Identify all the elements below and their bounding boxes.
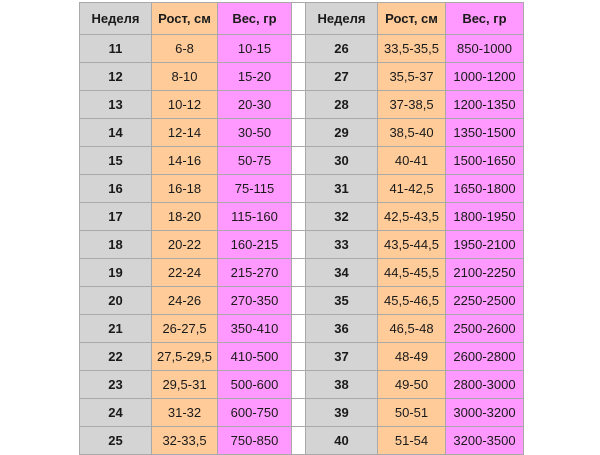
- weight-cell: 15-20: [218, 63, 292, 91]
- column-gap: [292, 63, 306, 91]
- height-cell: 50-51: [378, 399, 446, 427]
- header-weight-left: Вес, гр: [218, 3, 292, 35]
- height-cell: 40-41: [378, 147, 446, 175]
- height-cell: 43,5-44,5: [378, 231, 446, 259]
- table-row: [80, 371, 524, 399]
- weight-cell: 75-115: [218, 175, 292, 203]
- header-row: [80, 3, 524, 35]
- weight-cell: 1500-1650: [446, 147, 524, 175]
- week-cell: 25: [80, 427, 152, 455]
- week-cell: 11: [80, 35, 152, 63]
- height-cell: 10-12: [152, 91, 218, 119]
- height-cell: 14-16: [152, 147, 218, 175]
- column-gap: [292, 3, 306, 35]
- fetal-growth-table: [79, 2, 524, 455]
- table-row: [80, 119, 524, 147]
- fetal-growth-table-sheet: [79, 2, 523, 448]
- week-cell: 17: [80, 203, 152, 231]
- weight-cell: 3000-3200: [446, 399, 524, 427]
- week-cell: 19: [80, 259, 152, 287]
- week-cell: 34: [306, 259, 378, 287]
- column-gap: [292, 259, 306, 287]
- height-cell: 33,5-35,5: [378, 35, 446, 63]
- column-gap: [292, 343, 306, 371]
- height-cell: 18-20: [152, 203, 218, 231]
- week-cell: 16: [80, 175, 152, 203]
- column-gap: [292, 35, 306, 63]
- height-cell: 38,5-40: [378, 119, 446, 147]
- weight-cell: 2500-2600: [446, 315, 524, 343]
- week-cell: 14: [80, 119, 152, 147]
- height-cell: 16-18: [152, 175, 218, 203]
- height-cell: 49-50: [378, 371, 446, 399]
- height-cell: 31-32: [152, 399, 218, 427]
- week-cell: 29: [306, 119, 378, 147]
- height-cell: 29,5-31: [152, 371, 218, 399]
- week-cell: 18: [80, 231, 152, 259]
- weight-cell: 2250-2500: [446, 287, 524, 315]
- week-cell: 23: [80, 371, 152, 399]
- weight-cell: 115-160: [218, 203, 292, 231]
- column-gap: [292, 315, 306, 343]
- height-cell: 41-42,5: [378, 175, 446, 203]
- weight-cell: 1950-2100: [446, 231, 524, 259]
- week-cell: 36: [306, 315, 378, 343]
- table-row: [80, 343, 524, 371]
- height-cell: 44,5-45,5: [378, 259, 446, 287]
- week-cell: 39: [306, 399, 378, 427]
- weight-cell: 3200-3500: [446, 427, 524, 455]
- table-row: [80, 91, 524, 119]
- height-cell: 35,5-37: [378, 63, 446, 91]
- week-cell: 13: [80, 91, 152, 119]
- weight-cell: 2800-3000: [446, 371, 524, 399]
- weight-cell: 50-75: [218, 147, 292, 175]
- week-cell: 15: [80, 147, 152, 175]
- table-row: [80, 287, 524, 315]
- weight-cell: 1800-1950: [446, 203, 524, 231]
- height-cell: 27,5-29,5: [152, 343, 218, 371]
- height-cell: 51-54: [378, 427, 446, 455]
- week-cell: 38: [306, 371, 378, 399]
- table-row: [80, 203, 524, 231]
- table-row: [80, 175, 524, 203]
- height-cell: 37-38,5: [378, 91, 446, 119]
- height-cell: 8-10: [152, 63, 218, 91]
- weight-cell: 160-215: [218, 231, 292, 259]
- height-cell: 12-14: [152, 119, 218, 147]
- weight-cell: 215-270: [218, 259, 292, 287]
- week-cell: 35: [306, 287, 378, 315]
- week-cell: 21: [80, 315, 152, 343]
- height-cell: 6-8: [152, 35, 218, 63]
- week-cell: 12: [80, 63, 152, 91]
- column-gap: [292, 399, 306, 427]
- week-cell: 32: [306, 203, 378, 231]
- header-height-left: Рост, см: [152, 3, 218, 35]
- height-cell: 45,5-46,5: [378, 287, 446, 315]
- column-gap: [292, 175, 306, 203]
- column-gap: [292, 119, 306, 147]
- header-week-right: Неделя: [306, 3, 378, 35]
- week-cell: 30: [306, 147, 378, 175]
- weight-cell: 270-350: [218, 287, 292, 315]
- weight-cell: 1350-1500: [446, 119, 524, 147]
- weight-cell: 20-30: [218, 91, 292, 119]
- week-cell: 22: [80, 343, 152, 371]
- header-height-right: Рост, см: [378, 3, 446, 35]
- weight-cell: 1200-1350: [446, 91, 524, 119]
- column-gap: [292, 427, 306, 455]
- week-cell: 28: [306, 91, 378, 119]
- weight-cell: 410-500: [218, 343, 292, 371]
- column-gap: [292, 91, 306, 119]
- weight-cell: 600-750: [218, 399, 292, 427]
- table-row: [80, 399, 524, 427]
- week-cell: 33: [306, 231, 378, 259]
- height-cell: 22-24: [152, 259, 218, 287]
- week-cell: 26: [306, 35, 378, 63]
- weight-cell: 750-850: [218, 427, 292, 455]
- table-row: [80, 147, 524, 175]
- week-cell: 37: [306, 343, 378, 371]
- column-gap: [292, 287, 306, 315]
- weight-cell: 350-410: [218, 315, 292, 343]
- weight-cell: 10-15: [218, 35, 292, 63]
- weight-cell: 850-1000: [446, 35, 524, 63]
- week-cell: 31: [306, 175, 378, 203]
- table-row: [80, 259, 524, 287]
- column-gap: [292, 203, 306, 231]
- column-gap: [292, 231, 306, 259]
- table-row: [80, 63, 524, 91]
- weight-cell: 2100-2250: [446, 259, 524, 287]
- table-row: [80, 427, 524, 455]
- height-cell: 42,5-43,5: [378, 203, 446, 231]
- height-cell: 48-49: [378, 343, 446, 371]
- header-week-left: Неделя: [80, 3, 152, 35]
- column-gap: [292, 371, 306, 399]
- height-cell: 26-27,5: [152, 315, 218, 343]
- weight-cell: 500-600: [218, 371, 292, 399]
- week-cell: 24: [80, 399, 152, 427]
- week-cell: 27: [306, 63, 378, 91]
- height-cell: 20-22: [152, 231, 218, 259]
- weight-cell: 1650-1800: [446, 175, 524, 203]
- height-cell: 24-26: [152, 287, 218, 315]
- week-cell: 20: [80, 287, 152, 315]
- table-row: [80, 315, 524, 343]
- week-cell: 40: [306, 427, 378, 455]
- weight-cell: 2600-2800: [446, 343, 524, 371]
- weight-cell: 1000-1200: [446, 63, 524, 91]
- column-gap: [292, 147, 306, 175]
- height-cell: 46,5-48: [378, 315, 446, 343]
- height-cell: 32-33,5: [152, 427, 218, 455]
- weight-cell: 30-50: [218, 119, 292, 147]
- table-row: [80, 231, 524, 259]
- table-row: [80, 35, 524, 63]
- header-weight-right: Вес, гр: [446, 3, 524, 35]
